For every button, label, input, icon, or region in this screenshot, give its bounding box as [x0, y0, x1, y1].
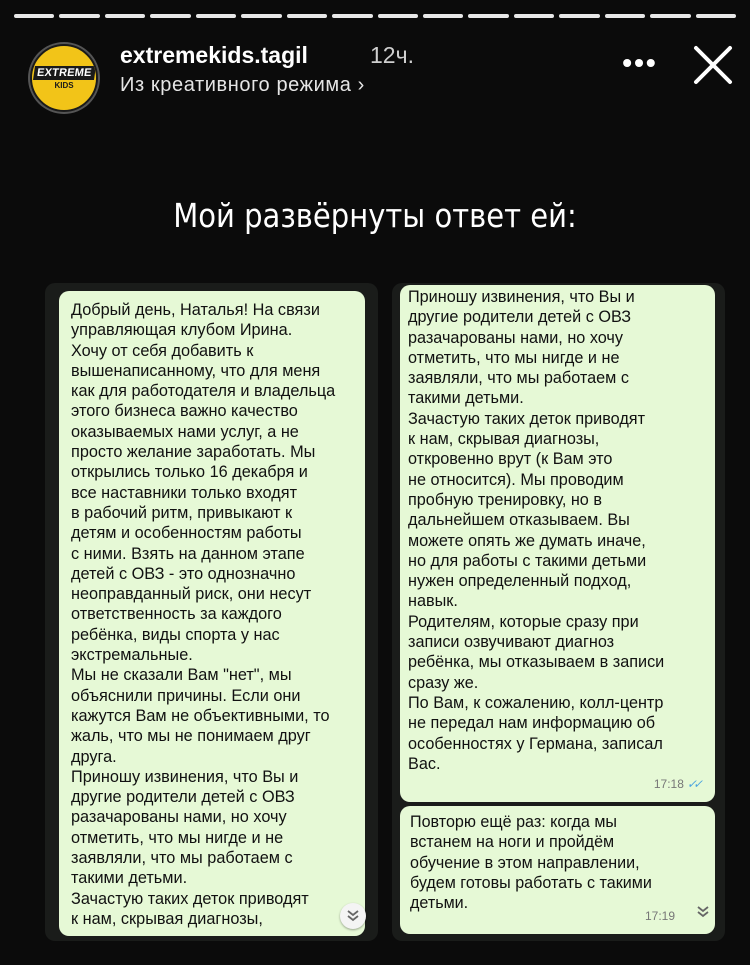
- message-line: отметить, что мы нигде и не: [408, 348, 620, 367]
- message-line: Хочу от себя добавить к: [71, 341, 254, 360]
- more-options-button[interactable]: •••: [622, 47, 658, 78]
- close-button[interactable]: [688, 40, 738, 90]
- avatar-logo-top: EXTREME: [33, 66, 96, 80]
- message-line: нужен определенный подход,: [408, 572, 632, 591]
- progress-segment: [559, 14, 599, 18]
- message-line: заявляли, что мы работаем с: [408, 369, 629, 388]
- message-line: детьми.: [410, 894, 469, 913]
- message-line: другие родители детей с ОВЗ: [71, 788, 295, 807]
- message-line: детей с ОВЗ - это однозначно: [71, 564, 296, 583]
- progress-segment: [14, 14, 54, 18]
- message-line: По Вам, к сожалению, колл-центр: [408, 693, 664, 712]
- message-line: управляющая клубом Ирина.: [71, 321, 293, 340]
- message-line: неоправданный риск, они несут: [71, 585, 312, 604]
- message-line: пробную тренировку, но в: [408, 490, 602, 509]
- message-time-2: 17:19: [644, 908, 675, 923]
- message-line: навык.: [408, 592, 458, 611]
- message-line: можете опять же думать иначе,: [408, 531, 646, 550]
- message-line: кажутся Вам не объективными, то: [71, 706, 330, 725]
- message-line: экстремальные.: [71, 646, 193, 665]
- message-line: записи озвучивают диагноз: [408, 633, 615, 652]
- message-line: такими детьми.: [408, 389, 524, 408]
- progress-segment: [514, 14, 554, 18]
- message-line: Зачастую таких деток приводят: [408, 409, 646, 428]
- message-line: обучение в этом направлении,: [410, 853, 640, 872]
- double-chevron-down-icon: [696, 905, 710, 919]
- message-line: дальнейшем отказываем. Вы: [408, 511, 630, 530]
- progress-segment: [196, 14, 236, 18]
- progress-segment: [332, 14, 372, 18]
- message-line: ответственность за каждого: [71, 605, 282, 624]
- message-line: откровенно врут (к Вам это: [408, 450, 613, 469]
- message-line: объяснили причины. Если они: [71, 686, 301, 705]
- message-line: вышенаписанному, что для меня: [71, 361, 321, 380]
- right-message-text-2: [410, 812, 707, 913]
- post-time: 12ч.: [370, 42, 414, 68]
- message-line: открылись только 16 декабря и: [71, 463, 308, 482]
- message-line: не передал нам информацию об: [408, 714, 656, 733]
- right-chat-screenshot: [392, 283, 725, 941]
- progress-segment: [287, 14, 327, 18]
- message-line: не относится). Мы проводим: [408, 470, 624, 489]
- message-meta-1: [654, 774, 699, 794]
- double-check-icon: ✓✓: [686, 776, 699, 791]
- message-line: в рабочий ритм, привыкают к: [71, 503, 293, 522]
- message-line: к нам, скрывая диагнозы,: [408, 430, 600, 449]
- story-header: [30, 40, 730, 110]
- progress-segment: [650, 14, 690, 18]
- message-line: особенностях у Германа, записал: [408, 734, 663, 753]
- message-meta-2: [645, 906, 675, 926]
- message-line: Приношу извинения, что Вы и: [408, 288, 635, 306]
- progress-segment: [696, 14, 736, 18]
- message-line: Мы не сказали Вам "нет", мы: [71, 666, 292, 685]
- creative-mode-link[interactable]: Из креативного режима ›: [120, 74, 365, 96]
- message-line: Приношу извинения, что Вы и: [71, 767, 299, 786]
- left-scroll-down-button[interactable]: [340, 903, 366, 929]
- message-line: этого бизнеса важно качество: [71, 402, 298, 421]
- progress-segment: [423, 14, 463, 18]
- progress-segment: [105, 14, 145, 18]
- message-line: будем готовы работать с такими: [410, 873, 652, 892]
- right-message-text-1: [408, 287, 707, 774]
- message-line: встанем на ноги и пройдём: [410, 833, 615, 852]
- message-line: но для работы с такими детьми: [408, 551, 647, 570]
- message-line: оказываемых нами услуг, а не: [71, 422, 299, 441]
- progress-segment: [468, 14, 508, 18]
- progress-segment: [605, 14, 645, 18]
- progress-segment: [59, 14, 99, 18]
- right-message-bubble-1: [400, 285, 715, 802]
- message-line: Повторю ещё раз: когда мы: [410, 813, 618, 831]
- message-line: Родителям, которые сразу при: [408, 612, 639, 631]
- progress-segment: [378, 14, 418, 18]
- message-line: детям и особенностям работы: [71, 524, 302, 543]
- message-line: такими детьми.: [71, 869, 188, 888]
- message-line: Вас.: [408, 754, 441, 773]
- message-line: ребёнка, виды спорта у нас: [71, 625, 280, 644]
- message-line: разачарованы нами, но хочу: [71, 808, 287, 827]
- message-line: ребёнка, мы отказываем в записи: [408, 653, 665, 672]
- story-title: Мой развёрнуты ответ ей:: [173, 196, 577, 235]
- right-message-bubble-2: [400, 806, 715, 934]
- message-line: к нам, скрывая диагнозы,: [71, 909, 263, 928]
- message-line: заявляли, что мы работаем с: [71, 849, 293, 868]
- double-chevron-down-icon: [346, 909, 360, 923]
- message-line: разачарованы нами, но хочу: [408, 328, 623, 347]
- message-line: просто желание заработать. Мы: [71, 443, 316, 462]
- message-line: отметить, что мы нигде и не: [71, 828, 284, 847]
- message-line: сразу же.: [408, 673, 479, 692]
- username-link[interactable]: extremekids.tagil: [120, 42, 308, 68]
- close-icon: [688, 40, 738, 90]
- message-line: Добрый день, Наталья! На связи: [71, 301, 320, 319]
- message-line: все наставники только входят: [71, 483, 298, 502]
- left-message-bubble: [59, 291, 365, 936]
- message-line: Зачастую таких деток приводят: [71, 889, 309, 908]
- right-scroll-down-button[interactable]: [692, 901, 714, 923]
- avatar-logo-bottom: KIDS: [54, 81, 74, 90]
- left-chat-screenshot: [45, 283, 378, 941]
- message-time-1: 17:18: [653, 776, 684, 791]
- left-message-text: [71, 300, 357, 929]
- message-line: жаль, что мы не понимаем друг: [71, 727, 311, 746]
- progress-segment: [241, 14, 281, 18]
- story-progress-bar: [14, 14, 736, 18]
- message-line: как для работодателя и владельца: [71, 382, 336, 401]
- message-line: друга.: [71, 747, 117, 766]
- message-line: другие родители детей с ОВЗ: [408, 308, 632, 327]
- message-line: с ними. Взять на данном этапе: [71, 544, 305, 563]
- progress-segment: [150, 14, 190, 18]
- avatar[interactable]: [30, 44, 98, 112]
